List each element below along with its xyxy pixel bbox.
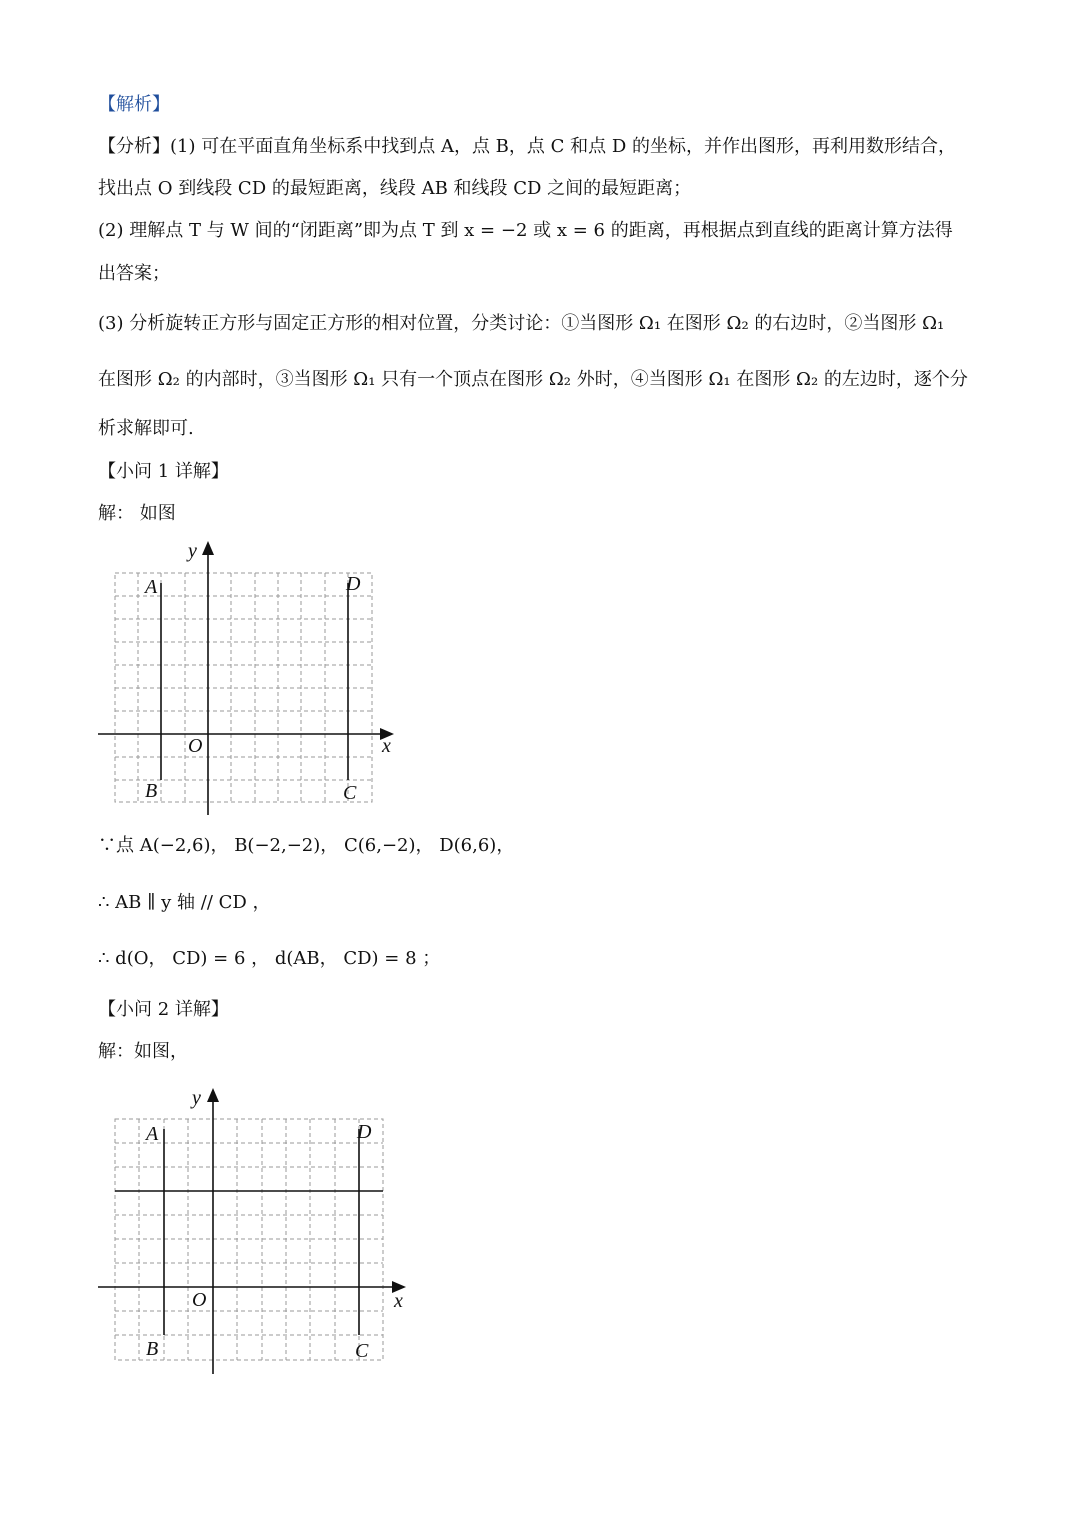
point-d-label-2: D	[357, 1121, 372, 1143]
coordinate-figure-1	[90, 535, 410, 825]
x-axis-label-2: x	[394, 1290, 403, 1312]
origin-label-2: O	[192, 1289, 207, 1311]
q1-intro: 解： 如图	[98, 503, 176, 524]
y-axis-label: y	[188, 540, 197, 562]
point-c-label-2: C	[355, 1340, 369, 1362]
analysis-line-6: 在图形 Ω₂ 的内部时，③当图形 Ω₁ 只有一个顶点在图形 Ω₂ 外时，④当图形 Ω₁ 在图形 Ω₂ 的左边时，逐个分	[98, 369, 968, 390]
point-b-label: B	[145, 780, 158, 802]
point-a-label-2: A	[146, 1123, 159, 1145]
q1-parallel: ∴ AB ∥ y 轴 // CD ，	[98, 892, 271, 913]
analysis-line-4: 出答案；	[98, 263, 170, 284]
origin-label: O	[188, 735, 203, 757]
x-axis-label: x	[382, 735, 391, 757]
point-d-label: D	[346, 573, 361, 595]
analysis-line-7: 析求解即可.	[98, 418, 194, 439]
coordinate-figure-2	[90, 1082, 420, 1382]
y-axis-label-2: y	[192, 1087, 201, 1109]
point-a-label: A	[145, 576, 158, 598]
analysis-line-3: (2) 理解点 T 与 W 间的“闭距离”即为点 T 到 x = −2 或 x = 6 的距离，再根据点到直线的距离计算方法得	[98, 220, 953, 241]
q1-heading: 【小问 1 详解】	[98, 461, 229, 482]
q2-intro: 解：如图，	[98, 1041, 188, 1062]
q2-heading: 【小问 2 详解】	[98, 999, 229, 1020]
point-b-label-2: B	[146, 1338, 159, 1360]
point-c-label: C	[343, 782, 357, 804]
analysis-line-2: 找出点 O 到线段 CD 的最短距离，线段 AB 和线段 CD 之间的最短距离；	[98, 178, 692, 199]
q1-result: ∴ d(O， CD) = 6 ， d(AB， CD) = 8 ；	[98, 948, 441, 969]
analysis-line-5: (3) 分析旋转正方形与固定正方形的相对位置，分类讨论：①当图形 Ω₁ 在图形 Ω₂ 的右边时，②当图形 Ω₁	[98, 313, 945, 334]
analysis-line-1: 【分析】(1) 可在平面直角坐标系中找到点 A，点 B，点 C 和点 D 的坐标，并作出图形，再利用数形结合，	[98, 136, 956, 157]
q1-points: ∵点 A(−2,6)， B(−2,−2)， C(6,−2)， D(6,6)，	[98, 835, 515, 856]
section-heading-jiexi: 【解析】	[98, 94, 170, 115]
